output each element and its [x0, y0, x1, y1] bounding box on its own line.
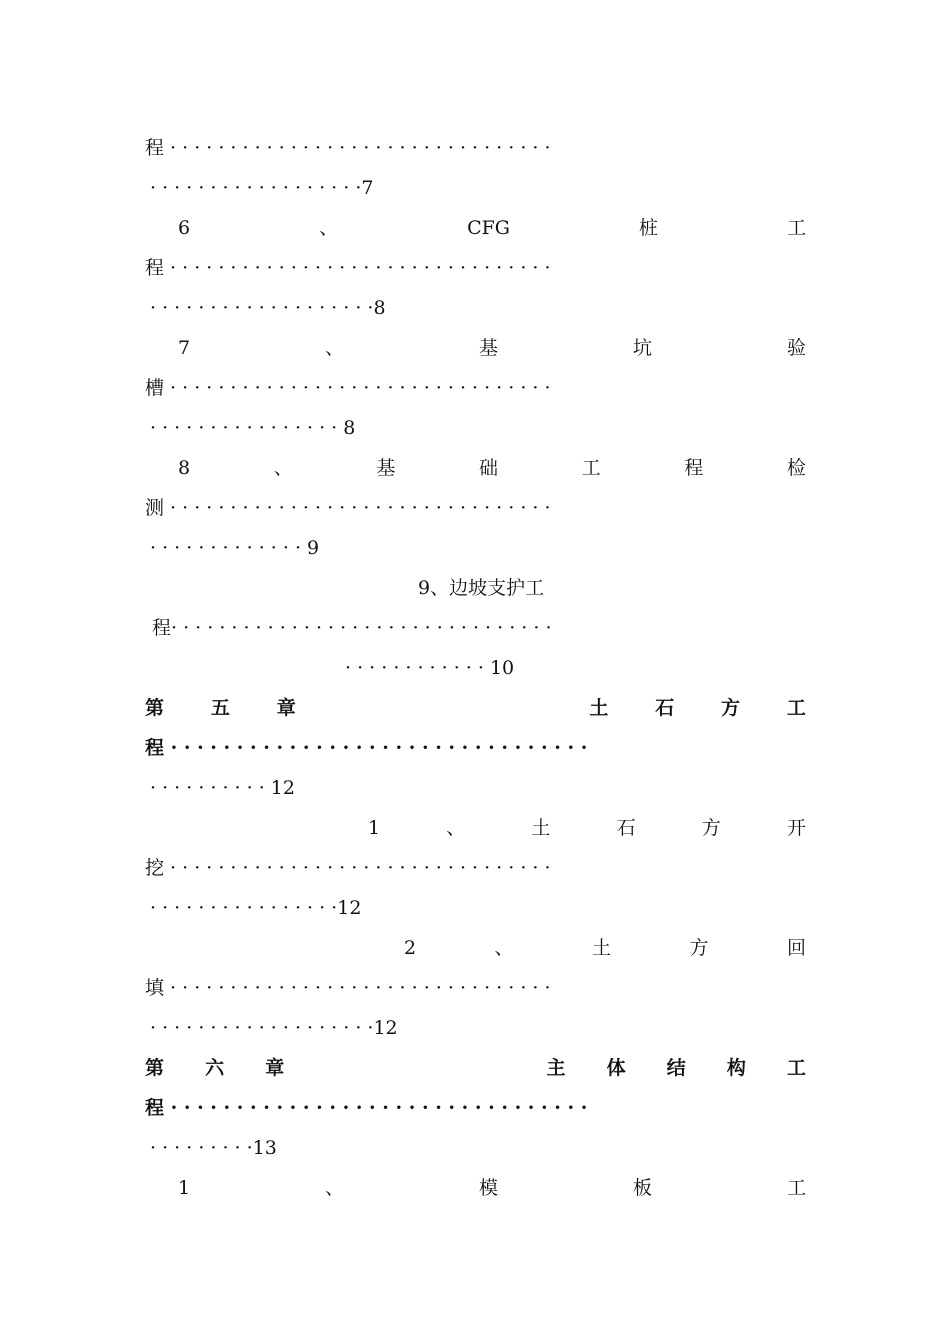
toc-row [145, 973, 806, 1003]
toc-title-cont: 填 · · · · · · · · · · · · · · · · · · · · · · · · · · · · · · · · [145, 977, 551, 999]
toc-word: 验 [786, 337, 806, 359]
chapter-word: 石 [655, 697, 675, 719]
toc-word: 桩 [638, 217, 658, 239]
toc-word: 基 [479, 337, 499, 359]
toc-sep: 、 [446, 817, 466, 839]
toc-entry-backfill[interactable] [404, 933, 806, 963]
toc-page-line: · · · · · · · · ·13 [150, 1137, 277, 1159]
chapter-word: 主 [546, 1057, 566, 1079]
toc-page-line: · · · · · · · · · · · · · · · · · ·7 [150, 177, 374, 199]
toc-entry-foundation[interactable] [178, 453, 806, 483]
chapter-word: 五 [210, 697, 230, 719]
chapter-5-heading[interactable] [145, 693, 806, 723]
toc-word: 工 [581, 457, 601, 479]
chapter-word: 结 [666, 1057, 686, 1079]
toc-title-cont: 挖 · · · · · · · · · · · · · · · · · · · · · · · · · · · · · · · · [145, 857, 551, 879]
chapter-word: 章 [276, 697, 296, 719]
toc-sep: 、 [325, 1177, 345, 1199]
toc-page-line: · · · · · · · · · · · · · · · ·12 [150, 897, 362, 919]
toc-num: 8 [178, 457, 191, 479]
toc-word: 坑 [632, 337, 652, 359]
chapter-gap [325, 1053, 505, 1083]
chapter-word: 第 [145, 1057, 165, 1079]
toc-row [150, 1133, 811, 1163]
toc-word: 检 [786, 457, 806, 479]
toc-title-cont: 程 · · · · · · · · · · · · · · · · · · · · · · · · · · · · · · · · [145, 257, 551, 279]
toc-word: 方 [689, 937, 709, 959]
toc-row [150, 293, 811, 323]
toc-sep: 、 [319, 217, 339, 239]
toc-word: 工 [786, 1177, 806, 1199]
toc-entry-slope[interactable] [418, 573, 618, 603]
chapter-word: 第 [145, 697, 165, 719]
toc-word: 础 [479, 457, 499, 479]
toc-sep: 、 [494, 937, 514, 959]
toc-row [145, 133, 806, 163]
toc-word: 土 [592, 937, 612, 959]
toc-entry-pit[interactable] [178, 333, 806, 363]
toc-page-line: · · · · · · · · · · · · 10 [345, 657, 515, 679]
toc-title-cont: 测 · · · · · · · · · · · · · · · · · · · · · · · · · · · · · · · · [145, 497, 551, 519]
toc-word: 板 [632, 1177, 652, 1199]
toc-row [345, 653, 645, 683]
toc-row [150, 893, 811, 923]
toc-page-line: · · · · · · · · · · · · · · · · 8 [150, 417, 356, 439]
toc-title-cont: 程 · · · · · · · · · · · · · · · · · · · · · · · · · · · · · · · · [145, 737, 588, 759]
toc-entry-cfg[interactable] [178, 213, 806, 243]
toc-row [145, 373, 806, 403]
chapter-word: 工 [786, 1057, 806, 1079]
toc-row [150, 173, 811, 203]
toc-row [150, 1013, 811, 1043]
toc-entry-excavation[interactable] [368, 813, 806, 843]
toc-word: 石 [616, 817, 636, 839]
toc-row [145, 1093, 806, 1123]
toc-word: 土 [531, 817, 551, 839]
toc-page-line: · · · · · · · · · · · · · · · · · · ·8 [150, 297, 386, 319]
toc-word: 程 [684, 457, 704, 479]
toc-word: 方 [701, 817, 721, 839]
toc-num: 1 [368, 817, 381, 839]
toc-row [150, 773, 811, 803]
toc-word: 模 [479, 1177, 499, 1199]
toc-row [150, 413, 811, 443]
chapter-gap [343, 693, 543, 723]
toc-title-cont: 程 · · · · · · · · · · · · · · · · · · · · · · · · · · · · · · · · [145, 1097, 588, 1119]
chapter-word: 土 [589, 697, 609, 719]
toc-title-cont: 程· · · · · · · · · · · · · · · · · · · · · · · · · · · · · · · · [152, 617, 552, 639]
toc-num: 6 [178, 217, 191, 239]
toc-word: 回 [786, 937, 806, 959]
toc-row [152, 613, 813, 643]
toc-num: 7 [178, 337, 191, 359]
chapter-word: 构 [726, 1057, 746, 1079]
toc-row [145, 253, 806, 283]
chapter-word: 体 [606, 1057, 626, 1079]
chapter-word: 章 [265, 1057, 285, 1079]
toc-page-line: · · · · · · · · · · · · · 9 [150, 537, 320, 559]
chapter-word: 方 [721, 697, 741, 719]
chapter-6-heading[interactable] [145, 1053, 806, 1083]
toc-title: 9、边坡支护工 [418, 577, 545, 599]
toc-page-line: · · · · · · · · · · 12 [150, 777, 295, 799]
toc-page-line: · · · · · · · · · · · · · · · · · · ·12 [150, 1017, 398, 1039]
chapter-word: 六 [205, 1057, 225, 1079]
toc-sep: 、 [325, 337, 345, 359]
toc-sep: 、 [273, 457, 293, 479]
toc-word: 基 [376, 457, 396, 479]
toc-num: 1 [178, 1177, 191, 1199]
toc-row [145, 493, 806, 523]
toc-word: 开 [786, 817, 806, 839]
toc-title-cont: 槽 · · · · · · · · · · · · · · · · · · · · · · · · · · · · · · · · [145, 377, 551, 399]
toc-num: 2 [404, 937, 417, 959]
toc-entry-formwork[interactable] [178, 1173, 806, 1203]
toc-row [145, 733, 806, 763]
chapter-word: 工 [786, 697, 806, 719]
toc-word: CFG [467, 217, 510, 239]
toc-title-cont: 程 · · · · · · · · · · · · · · · · · · · · · · · · · · · · · · · · [145, 137, 551, 159]
toc-row [145, 853, 806, 883]
toc-row [150, 533, 811, 563]
toc-word: 工 [786, 217, 806, 239]
